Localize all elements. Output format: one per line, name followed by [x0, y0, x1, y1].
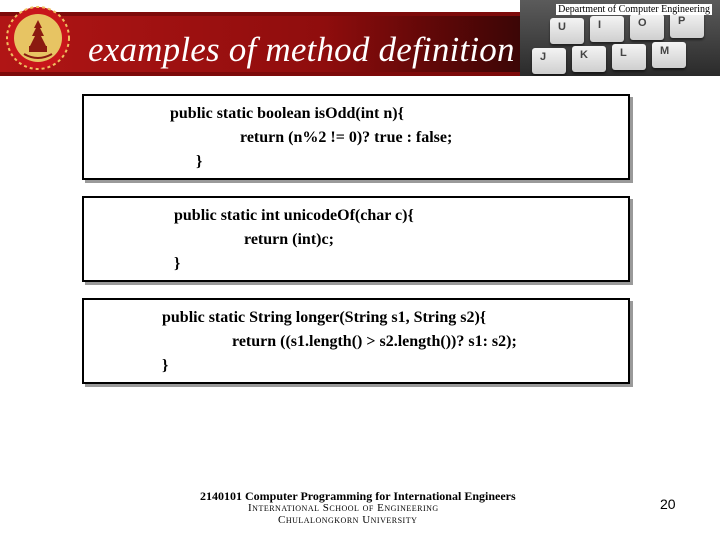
keyboard-key: M: [652, 42, 686, 68]
method-body: return ((s1.length() > s2.length())? s1: s2);: [232, 333, 517, 350]
university-emblem-icon: [4, 2, 74, 74]
course-name: 2140101 Computer Programming for International Engineers: [200, 489, 516, 503]
keyboard-key: L: [612, 44, 646, 70]
slide-footer: [200, 490, 520, 526]
code-block-isodd: [82, 94, 630, 180]
method-body: return (int)c;: [244, 231, 334, 248]
method-signature: public static boolean isOdd(int n){: [170, 105, 404, 122]
keyboard-key: O: [630, 14, 664, 40]
slide-title: examples of method definition: [88, 30, 515, 69]
keyboard-key: U: [550, 18, 584, 44]
page-number: 20: [660, 496, 676, 512]
keyboard-key: I: [590, 16, 624, 42]
keyboard-key: J: [532, 48, 566, 74]
department-label: Department of Computer Engineering: [558, 4, 710, 15]
keyboard-key: K: [572, 46, 606, 72]
closing-brace: }: [174, 255, 181, 272]
slide-header: [0, 0, 720, 80]
method-body: return (n%2 != 0)? true : false;: [240, 129, 453, 146]
method-signature: public static int unicodeOf(char c){: [174, 207, 414, 224]
university-name: Chulalongkorn University: [278, 514, 418, 526]
code-block-longer: [82, 298, 630, 384]
method-signature: public static String longer(String s1, String s2){: [162, 309, 487, 326]
school-name: International School of Engineering: [248, 502, 439, 514]
closing-brace: }: [196, 153, 203, 170]
keyboard-key: P: [670, 12, 704, 38]
code-block-unicodeof: [82, 196, 630, 282]
closing-brace: }: [162, 357, 169, 374]
